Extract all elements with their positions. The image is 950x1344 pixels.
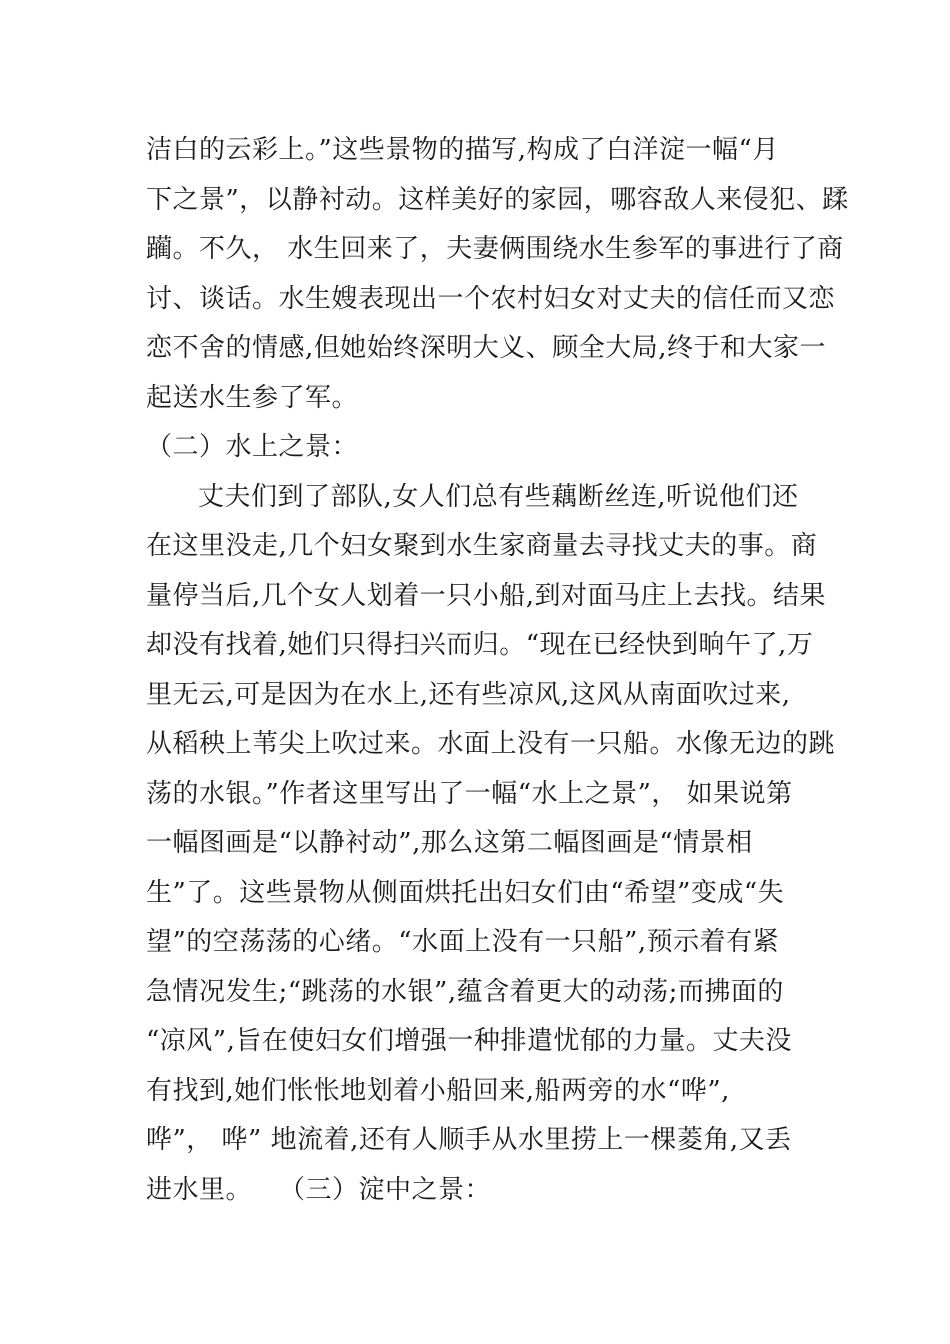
text-line: 洁白的云彩上。”这些景物的描写,构成了白洋淀一幅“月	[146, 135, 779, 165]
text-line: 量停当后,几个女人划着一只小船,到对面马庄上去找。结果	[146, 580, 827, 611]
body-text	[146, 126, 849, 1215]
text-line: 却没有找着,她们只得扫兴而归。“现在已经快到晌午了,万	[146, 630, 814, 660]
text-line: “凉风”,旨在使妇女们增强一种排遣忧郁的力量。丈夫没	[146, 1026, 792, 1056]
text-line: 下之景”，以静衬动。这样美好的家园，哪容敌人来侵犯、蹂	[146, 184, 849, 215]
section-heading: （二）水上之景：	[146, 432, 359, 462]
text-line: 一幅图画是“以静衬动”,那么这第二幅图画是“情景相	[146, 828, 753, 858]
text-line: 荡的水银。”作者这里写出了一幅“水上之景”， 如果说第	[146, 778, 793, 809]
text-line: 生”了。这些景物从侧面烘托出妇女们由“希望”变成“失	[146, 877, 785, 908]
section-heading-2	[146, 423, 810, 473]
paragraph-1	[146, 126, 849, 423]
text-line: 望”的空荡荡的心绪。“水面上没有一只船”,预示着有紧	[146, 927, 780, 957]
text-line: 哗”， 哗” 地流着,还有人顺手从水里捞上一棵菱角,又丢	[146, 1125, 792, 1155]
paragraph-2	[146, 473, 836, 1216]
text-line: 有找到,她们怅怅地划着小船回来,船两旁的水“哗”,	[146, 1075, 730, 1106]
text-line: 里无云,可是因为在水上,还有些凉风,这风从南面吹过来,	[146, 679, 791, 710]
text-line: 起送水生参了军。	[146, 382, 359, 413]
text-line: 在这里没走,几个妇女聚到水生家商量去寻找丈夫的事。商	[146, 531, 818, 561]
text-line: 讨、谈话。水生嫂表现出一个农村妇女对丈夫的信任而又恋	[146, 283, 836, 314]
text-line: 从稻秧上苇尖上吹过来。水面上没有一只船。水像无边的跳	[146, 729, 836, 759]
text-line: 进水里。 （三）淀中之景：	[146, 1174, 492, 1205]
text-line: 丈夫们到了部队,女人们总有些藕断丝连,听说他们还	[198, 481, 799, 512]
text-line: 急情况发生;“跳荡的水银”,蕴含着更大的动荡;而拂面的	[146, 976, 784, 1007]
text-line: 躏。不久， 水生回来了，夫妻俩围绕水生参军的事进行了商	[146, 234, 844, 264]
text-line: 恋不舍的情感,但她始终深明大义、顾全大局,终于和大家一	[146, 333, 827, 363]
